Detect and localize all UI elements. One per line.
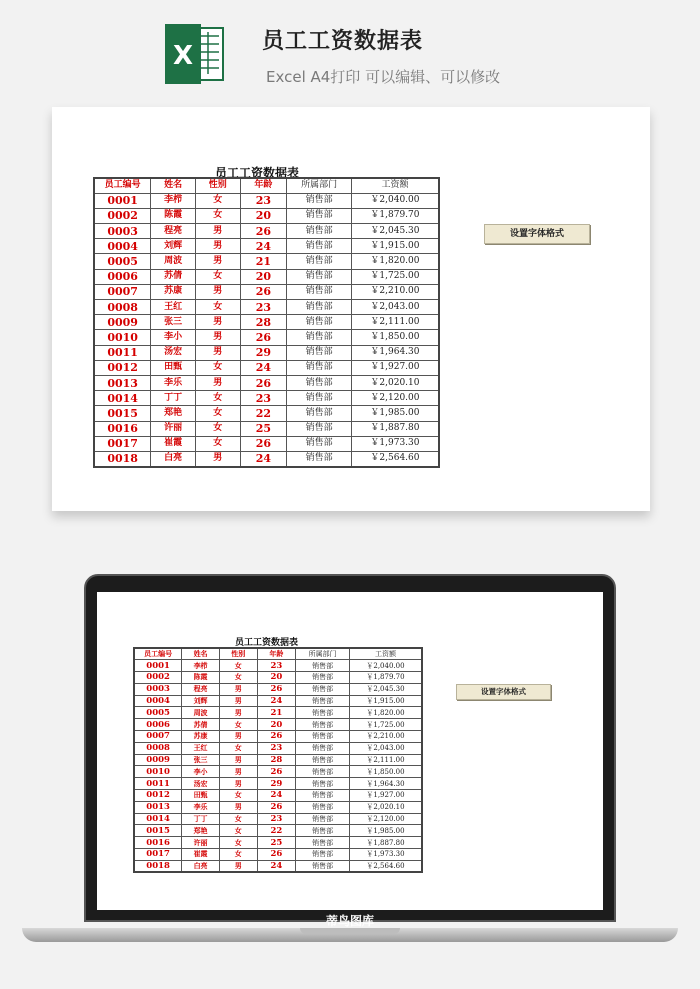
cell-employee-id[interactable]: 0011 xyxy=(134,778,182,790)
cell-salary[interactable]: ￥1,927.00 xyxy=(349,790,422,802)
cell-age[interactable]: 24 xyxy=(240,360,287,375)
cell-age[interactable]: 26 xyxy=(240,375,287,390)
cell-department[interactable]: 销售部 xyxy=(296,672,350,684)
table-row xyxy=(134,683,422,695)
cell-age[interactable]: 29 xyxy=(240,345,287,360)
cell-gender[interactable]: 女 xyxy=(219,825,257,837)
table-row xyxy=(94,254,439,269)
cell-age[interactable]: 24 xyxy=(257,790,296,802)
table-row xyxy=(134,825,422,837)
cell-age[interactable]: 26 xyxy=(240,224,287,239)
cell-name[interactable]: 王红 xyxy=(151,300,196,315)
table-row xyxy=(134,660,422,672)
cell-department[interactable]: 销售部 xyxy=(287,421,352,436)
salary-table xyxy=(93,177,440,468)
table-row xyxy=(134,719,422,731)
cell-salary[interactable]: ￥2,020.10 xyxy=(349,801,422,813)
cell-gender[interactable]: 男 xyxy=(219,778,257,790)
table-row xyxy=(94,284,439,299)
cell-department[interactable]: 销售部 xyxy=(296,825,350,837)
cell-gender[interactable]: 女 xyxy=(195,406,240,421)
cell-employee-id[interactable]: 0008 xyxy=(134,742,182,754)
page-subtitle: Excel A4打印 可以编辑、可以修改 xyxy=(266,68,501,86)
cell-department[interactable]: 销售部 xyxy=(287,330,352,345)
header-row xyxy=(134,648,422,660)
cell-name[interactable]: 刘辉 xyxy=(182,695,220,707)
cell-gender[interactable]: 女 xyxy=(195,269,240,284)
cell-age[interactable]: 26 xyxy=(257,731,296,743)
table-row xyxy=(94,451,439,466)
cell-employee-id[interactable]: 0003 xyxy=(94,224,151,239)
cell-salary[interactable]: ￥1,964.30 xyxy=(349,778,422,790)
cell-age[interactable]: 23 xyxy=(257,660,296,672)
cell-gender[interactable]: 男 xyxy=(219,683,257,695)
cell-department[interactable]: 销售部 xyxy=(296,683,350,695)
cell-age[interactable]: 25 xyxy=(240,421,287,436)
cell-department[interactable]: 销售部 xyxy=(296,719,350,731)
cell-employee-id[interactable]: 0018 xyxy=(94,451,151,466)
cell-employee-id[interactable]: 0001 xyxy=(94,193,151,208)
cell-salary[interactable]: ￥1,964.30 xyxy=(351,345,439,360)
cell-name[interactable]: 白亮 xyxy=(182,860,220,872)
cell-department[interactable]: 销售部 xyxy=(296,754,350,766)
cell-age[interactable]: 22 xyxy=(257,825,296,837)
cell-department[interactable]: 销售部 xyxy=(296,742,350,754)
cell-gender[interactable]: 女 xyxy=(219,813,257,825)
cell-employee-id[interactable]: 0016 xyxy=(134,837,182,849)
cell-salary[interactable]: ￥2,020.10 xyxy=(351,375,439,390)
cell-department[interactable]: 销售部 xyxy=(296,766,350,778)
cell-salary[interactable]: ￥1,850.00 xyxy=(349,766,422,778)
cell-department[interactable]: 销售部 xyxy=(287,208,352,223)
cell-name[interactable]: 汤宏 xyxy=(151,345,196,360)
cell-name[interactable]: 田甄 xyxy=(151,360,196,375)
cell-employee-id[interactable]: 0015 xyxy=(94,406,151,421)
cell-age[interactable]: 20 xyxy=(240,269,287,284)
cell-name[interactable]: 苏康 xyxy=(151,284,196,299)
cell-name[interactable]: 苏康 xyxy=(182,731,220,743)
cell-gender[interactable]: 女 xyxy=(195,360,240,375)
cell-age[interactable]: 23 xyxy=(240,391,287,406)
cell-gender[interactable]: 女 xyxy=(219,849,257,861)
cell-employee-id[interactable]: 0015 xyxy=(134,825,182,837)
cell-age[interactable]: 26 xyxy=(257,801,296,813)
cell-employee-id[interactable]: 0004 xyxy=(94,239,151,254)
cell-gender[interactable]: 女 xyxy=(219,742,257,754)
table-row xyxy=(94,421,439,436)
cell-salary[interactable]: ￥1,879.70 xyxy=(349,672,422,684)
table-row xyxy=(94,224,439,239)
table-row xyxy=(134,801,422,813)
cell-department[interactable]: 销售部 xyxy=(296,860,350,872)
cell-age[interactable]: 23 xyxy=(257,742,296,754)
column-header-salary: 工资额 xyxy=(349,648,422,660)
cell-department[interactable]: 销售部 xyxy=(287,239,352,254)
column-header-name: 姓名 xyxy=(182,648,220,660)
cell-age[interactable]: 22 xyxy=(240,406,287,421)
cell-gender[interactable]: 男 xyxy=(219,860,257,872)
cell-gender[interactable]: 女 xyxy=(219,719,257,731)
cell-age[interactable]: 20 xyxy=(257,719,296,731)
column-header-gender: 性别 xyxy=(195,178,240,193)
cell-gender[interactable]: 男 xyxy=(219,754,257,766)
cell-employee-id[interactable]: 0018 xyxy=(134,860,182,872)
cell-gender[interactable]: 男 xyxy=(219,695,257,707)
cell-name[interactable]: 丁丁 xyxy=(151,391,196,406)
table-row xyxy=(94,360,439,375)
cell-employee-id[interactable]: 0009 xyxy=(134,754,182,766)
cell-name[interactable]: 程亮 xyxy=(151,224,196,239)
column-header-age: 年龄 xyxy=(257,648,296,660)
page-title: 员工工资数据表 xyxy=(262,29,424,54)
cell-department[interactable]: 销售部 xyxy=(296,731,350,743)
column-header-employee-id: 员工编号 xyxy=(94,178,151,193)
cell-department[interactable]: 销售部 xyxy=(287,315,352,330)
column-header-name: 姓名 xyxy=(151,178,196,193)
cell-employee-id[interactable]: 0002 xyxy=(134,672,182,684)
salary-table xyxy=(133,647,423,873)
sheet-preview-card xyxy=(52,107,650,511)
set-font-format-button[interactable]: 设置字体格式 xyxy=(456,684,551,700)
cell-department[interactable]: 销售部 xyxy=(287,360,352,375)
cell-salary[interactable]: ￥2,564.60 xyxy=(351,451,439,466)
excel-logo-letter: X xyxy=(172,41,194,71)
cell-age[interactable]: 24 xyxy=(257,860,296,872)
table-row xyxy=(134,790,422,802)
cell-salary[interactable]: ￥1,985.00 xyxy=(351,406,439,421)
cell-employee-id[interactable]: 0009 xyxy=(94,315,151,330)
table-row xyxy=(134,754,422,766)
excel-logo-icon xyxy=(163,22,227,86)
cell-age[interactable]: 28 xyxy=(257,754,296,766)
laptop-notch xyxy=(300,928,400,934)
cell-employee-id[interactable]: 0008 xyxy=(94,300,151,315)
table-row xyxy=(134,778,422,790)
cell-salary[interactable]: ￥2,040.00 xyxy=(349,660,422,672)
table-row xyxy=(94,345,439,360)
cell-employee-id[interactable]: 0001 xyxy=(134,660,182,672)
cell-gender[interactable]: 男 xyxy=(195,330,240,345)
table-row xyxy=(94,330,439,345)
cell-name[interactable]: 丁丁 xyxy=(182,813,220,825)
table-row xyxy=(94,239,439,254)
cell-employee-id[interactable]: 0013 xyxy=(134,801,182,813)
cell-gender[interactable]: 女 xyxy=(195,436,240,451)
cell-gender[interactable]: 女 xyxy=(195,208,240,223)
cell-gender[interactable]: 女 xyxy=(219,837,257,849)
cell-salary[interactable]: ￥1,887.80 xyxy=(351,421,439,436)
cell-department[interactable]: 销售部 xyxy=(287,345,352,360)
table-row xyxy=(134,742,422,754)
cell-name[interactable]: 田甄 xyxy=(182,790,220,802)
cell-gender[interactable]: 男 xyxy=(195,224,240,239)
cell-gender[interactable]: 男 xyxy=(219,731,257,743)
cell-name[interactable]: 李乐 xyxy=(182,801,220,813)
cell-name[interactable]: 苏倩 xyxy=(151,269,196,284)
cell-age[interactable]: 20 xyxy=(240,208,287,223)
cell-gender[interactable]: 女 xyxy=(195,300,240,315)
cell-employee-id[interactable]: 0014 xyxy=(94,391,151,406)
cell-gender[interactable]: 女 xyxy=(195,421,240,436)
cell-salary[interactable]: ￥2,043.00 xyxy=(351,300,439,315)
table-row xyxy=(94,391,439,406)
cell-salary[interactable]: ￥2,210.00 xyxy=(349,731,422,743)
sheet-title: 员工工资数据表 xyxy=(235,638,299,648)
cell-age[interactable]: 21 xyxy=(240,254,287,269)
cell-department[interactable]: 销售部 xyxy=(296,790,350,802)
cell-employee-id[interactable]: 0011 xyxy=(94,345,151,360)
cell-age[interactable]: 26 xyxy=(257,766,296,778)
cell-department[interactable]: 销售部 xyxy=(287,451,352,466)
table-row xyxy=(134,849,422,861)
cell-department[interactable]: 销售部 xyxy=(296,801,350,813)
cell-salary[interactable]: ￥1,973.30 xyxy=(349,849,422,861)
cell-employee-id[interactable]: 0004 xyxy=(134,695,182,707)
cell-age[interactable]: 21 xyxy=(257,707,296,719)
cell-name[interactable]: 王红 xyxy=(182,742,220,754)
cell-gender[interactable]: 男 xyxy=(219,801,257,813)
cell-name[interactable]: 陈霞 xyxy=(151,208,196,223)
cell-age[interactable]: 20 xyxy=(257,672,296,684)
cell-employee-id[interactable]: 0007 xyxy=(94,284,151,299)
cell-name[interactable]: 陈霞 xyxy=(182,672,220,684)
column-header-employee-id: 员工编号 xyxy=(134,648,182,660)
cell-department[interactable]: 销售部 xyxy=(287,375,352,390)
cell-employee-id[interactable]: 0006 xyxy=(94,269,151,284)
cell-age[interactable]: 23 xyxy=(257,813,296,825)
sheet-title: 员工工资数据表 xyxy=(215,166,300,180)
cell-salary[interactable]: ￥1,927.00 xyxy=(351,360,439,375)
table-row xyxy=(94,375,439,390)
cell-employee-id[interactable]: 0006 xyxy=(134,719,182,731)
table-row xyxy=(134,707,422,719)
cell-name[interactable]: 苏倩 xyxy=(182,719,220,731)
table-row xyxy=(134,731,422,743)
cell-employee-id[interactable]: 0014 xyxy=(134,813,182,825)
cell-name[interactable]: 程亮 xyxy=(182,683,220,695)
cell-department[interactable]: 销售部 xyxy=(287,269,352,284)
cell-salary[interactable]: ￥1,725.00 xyxy=(351,269,439,284)
cell-name[interactable]: 张三 xyxy=(182,754,220,766)
cell-salary[interactable]: ￥2,045.30 xyxy=(351,224,439,239)
cell-name[interactable]: 崔霞 xyxy=(182,849,220,861)
cell-name[interactable]: 刘辉 xyxy=(151,239,196,254)
table-row xyxy=(94,269,439,284)
cell-name[interactable]: 李小 xyxy=(151,330,196,345)
cell-salary[interactable]: ￥1,820.00 xyxy=(351,254,439,269)
cell-name[interactable]: 白亮 xyxy=(151,451,196,466)
table-row xyxy=(134,695,422,707)
cell-salary[interactable]: ￥1,915.00 xyxy=(351,239,439,254)
cell-age[interactable]: 29 xyxy=(257,778,296,790)
cell-gender[interactable]: 男 xyxy=(219,766,257,778)
cell-employee-id[interactable]: 0005 xyxy=(94,254,151,269)
cell-gender[interactable]: 男 xyxy=(219,707,257,719)
cell-employee-id[interactable]: 0010 xyxy=(134,766,182,778)
cell-name[interactable]: 郑艳 xyxy=(182,825,220,837)
cell-name[interactable]: 张三 xyxy=(151,315,196,330)
cell-age[interactable]: 23 xyxy=(240,300,287,315)
cell-employee-id[interactable]: 0016 xyxy=(94,421,151,436)
cell-name[interactable]: 崔霞 xyxy=(151,436,196,451)
column-header-age: 年龄 xyxy=(240,178,287,193)
table-row xyxy=(94,193,439,208)
table-row xyxy=(94,300,439,315)
cell-employee-id[interactable]: 0007 xyxy=(134,731,182,743)
cell-name[interactable]: 周波 xyxy=(151,254,196,269)
cell-salary[interactable]: ￥2,120.00 xyxy=(349,813,422,825)
cell-name[interactable]: 李栉 xyxy=(182,660,220,672)
cell-employee-id[interactable]: 0013 xyxy=(94,375,151,390)
cell-name[interactable]: 郑艳 xyxy=(151,406,196,421)
cell-age[interactable]: 24 xyxy=(257,695,296,707)
cell-gender[interactable]: 男 xyxy=(195,451,240,466)
cell-age[interactable]: 24 xyxy=(240,451,287,466)
cell-department[interactable]: 销售部 xyxy=(296,778,350,790)
cell-age[interactable]: 26 xyxy=(257,849,296,861)
cell-salary[interactable]: ￥2,210.00 xyxy=(351,284,439,299)
table-body xyxy=(134,660,422,872)
cell-salary[interactable]: ￥1,850.00 xyxy=(351,330,439,345)
cell-salary[interactable]: ￥1,973.30 xyxy=(351,436,439,451)
cell-department[interactable]: 销售部 xyxy=(296,849,350,861)
set-font-format-button[interactable]: 设置字体格式 xyxy=(484,224,590,244)
cell-gender[interactable]: 女 xyxy=(195,391,240,406)
cell-department[interactable]: 销售部 xyxy=(287,300,352,315)
cell-employee-id[interactable]: 0017 xyxy=(134,849,182,861)
header-row xyxy=(94,178,439,193)
cell-salary[interactable]: ￥1,879.70 xyxy=(351,208,439,223)
laptop-brand-label: 蒂鸟图库 xyxy=(325,914,374,928)
cell-gender[interactable]: 男 xyxy=(195,375,240,390)
cell-salary[interactable]: ￥1,915.00 xyxy=(349,695,422,707)
cell-department[interactable]: 销售部 xyxy=(296,660,350,672)
cell-department[interactable]: 销售部 xyxy=(296,707,350,719)
cell-department[interactable]: 销售部 xyxy=(287,224,352,239)
cell-age[interactable]: 26 xyxy=(257,683,296,695)
cell-name[interactable]: 许丽 xyxy=(182,837,220,849)
cell-name[interactable]: 汤宏 xyxy=(182,778,220,790)
cell-name[interactable]: 李小 xyxy=(182,766,220,778)
cell-age[interactable]: 26 xyxy=(240,436,287,451)
cell-salary[interactable]: ￥2,040.00 xyxy=(351,193,439,208)
cell-department[interactable]: 销售部 xyxy=(287,254,352,269)
cell-employee-id[interactable]: 0012 xyxy=(134,790,182,802)
table-row xyxy=(134,766,422,778)
cell-gender[interactable]: 女 xyxy=(219,672,257,684)
cell-gender[interactable]: 男 xyxy=(195,254,240,269)
cell-department[interactable]: 销售部 xyxy=(287,193,352,208)
table-row xyxy=(134,813,422,825)
cell-department[interactable]: 销售部 xyxy=(287,436,352,451)
cell-employee-id[interactable]: 0017 xyxy=(94,436,151,451)
cell-gender[interactable]: 男 xyxy=(195,284,240,299)
cell-gender[interactable]: 男 xyxy=(195,345,240,360)
column-header-department: 所属部门 xyxy=(287,178,352,193)
cell-age[interactable]: 26 xyxy=(240,330,287,345)
table-row xyxy=(94,315,439,330)
cell-department[interactable]: 销售部 xyxy=(296,695,350,707)
cell-gender[interactable]: 女 xyxy=(195,193,240,208)
table-row xyxy=(134,860,422,872)
cell-name[interactable]: 李乐 xyxy=(151,375,196,390)
cell-gender[interactable]: 男 xyxy=(195,239,240,254)
cell-employee-id[interactable]: 0002 xyxy=(94,208,151,223)
cell-gender[interactable]: 女 xyxy=(219,660,257,672)
table-row xyxy=(94,208,439,223)
cell-age[interactable]: 24 xyxy=(240,239,287,254)
column-header-salary: 工资额 xyxy=(351,178,439,193)
cell-age[interactable]: 28 xyxy=(240,315,287,330)
column-header-gender: 性别 xyxy=(219,648,257,660)
cell-department[interactable]: 销售部 xyxy=(287,391,352,406)
cell-department[interactable]: 销售部 xyxy=(296,837,350,849)
cell-age[interactable]: 26 xyxy=(240,284,287,299)
cell-salary[interactable]: ￥1,985.00 xyxy=(349,825,422,837)
table-row xyxy=(134,837,422,849)
cell-employee-id[interactable]: 0005 xyxy=(134,707,182,719)
cell-age[interactable]: 23 xyxy=(240,193,287,208)
table-body xyxy=(94,193,439,466)
cell-gender[interactable]: 男 xyxy=(195,315,240,330)
cell-employee-id[interactable]: 0012 xyxy=(94,360,151,375)
cell-salary[interactable]: ￥2,111.00 xyxy=(349,754,422,766)
cell-department[interactable]: 销售部 xyxy=(296,813,350,825)
table-row xyxy=(94,406,439,421)
cell-department[interactable]: 销售部 xyxy=(287,406,352,421)
cell-employee-id[interactable]: 0010 xyxy=(94,330,151,345)
column-header-department: 所属部门 xyxy=(296,648,350,660)
cell-salary[interactable]: ￥2,111.00 xyxy=(351,315,439,330)
cell-gender[interactable]: 女 xyxy=(219,790,257,802)
cell-employee-id[interactable]: 0003 xyxy=(134,683,182,695)
cell-salary[interactable]: ￥2,043.00 xyxy=(349,742,422,754)
cell-age[interactable]: 25 xyxy=(257,837,296,849)
cell-salary[interactable]: ￥1,725.00 xyxy=(349,719,422,731)
cell-salary[interactable]: ￥2,045.30 xyxy=(349,683,422,695)
cell-salary[interactable]: ￥2,564.60 xyxy=(349,860,422,872)
laptop-screen xyxy=(97,592,603,910)
cell-name[interactable]: 李栉 xyxy=(151,193,196,208)
table-row xyxy=(134,672,422,684)
cell-salary[interactable]: ￥1,820.00 xyxy=(349,707,422,719)
table-row xyxy=(94,436,439,451)
cell-salary[interactable]: ￥2,120.00 xyxy=(351,391,439,406)
cell-name[interactable]: 许丽 xyxy=(151,421,196,436)
cell-name[interactable]: 周波 xyxy=(182,707,220,719)
cell-salary[interactable]: ￥1,887.80 xyxy=(349,837,422,849)
cell-department[interactable]: 销售部 xyxy=(287,284,352,299)
